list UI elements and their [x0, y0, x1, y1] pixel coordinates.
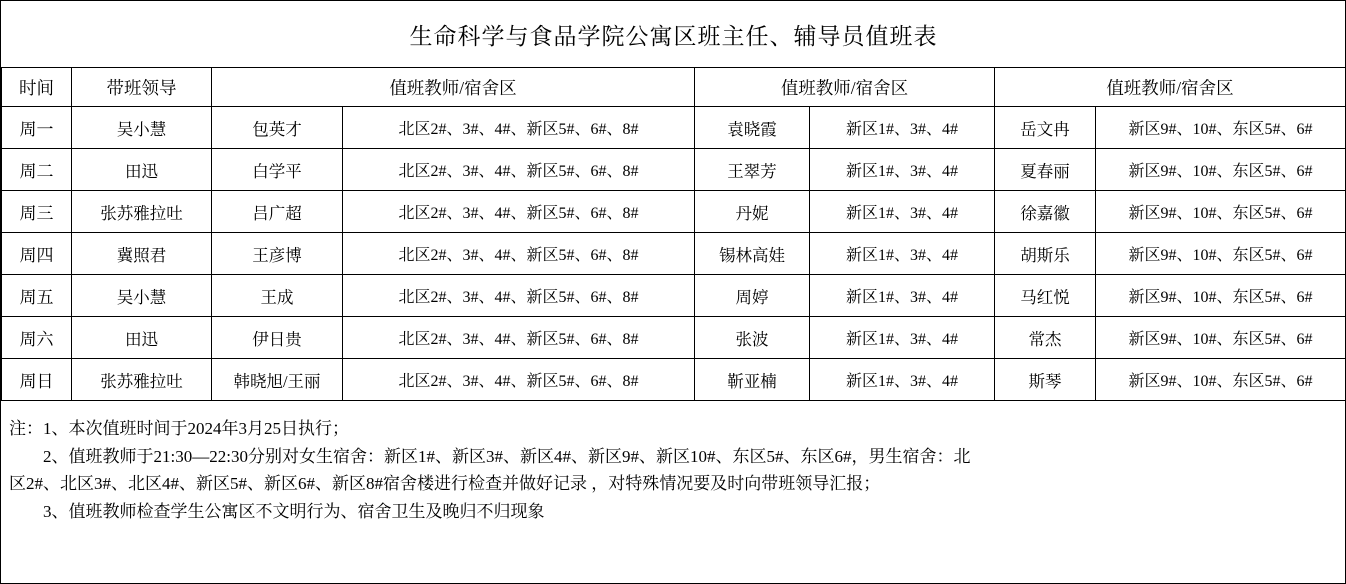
header-group-2: 值班教师/宿舍区	[695, 68, 995, 107]
row-zone-2: 新区1#、3#、4#	[810, 359, 995, 401]
note-line-2b: 区2#、北区3#、北区4#、新区5#、新区6#、新区8#宿舍楼进行检查并做好记录 ，对特殊情况要及时向带班领导汇报；	[9, 474, 881, 494]
note-line-3: 3、值班教师检查学生公寓区不文明行为、宿舍卫生及晚归不归现象	[43, 501, 545, 521]
row-zone-2: 新区1#、3#、4#	[810, 191, 995, 233]
row-zone-2: 新区1#、3#、4#	[810, 233, 995, 275]
row-zone-1: 北区2#、3#、4#、新区5#、6#、8#	[343, 359, 695, 401]
row-zone-1: 北区2#、3#、4#、新区5#、6#、8#	[343, 233, 695, 275]
row-zone-2: 新区1#、3#、4#	[810, 107, 995, 149]
row-day: 周六	[2, 317, 72, 359]
row-teacher-3: 斯琴	[995, 359, 1096, 401]
row-leader: 吴小慧	[72, 107, 212, 149]
row-teacher-2: 靳亚楠	[695, 359, 810, 401]
row-teacher-1: 王成	[212, 275, 343, 317]
row-zone-2: 新区1#、3#、4#	[810, 317, 995, 359]
row-day: 周四	[2, 233, 72, 275]
row-teacher-2: 张波	[695, 317, 810, 359]
page-title: 生命科学与食品学院公寓区班主任、辅导员值班表	[2, 1, 1346, 68]
row-teacher-1: 韩晓旭/王丽	[212, 359, 343, 401]
table-row	[2, 107, 1346, 149]
row-leader: 田迅	[72, 317, 212, 359]
note-line-1: 注：1、本次值班时间于2024年3月25日执行；	[9, 419, 349, 438]
row-teacher-1: 王彦博	[212, 233, 343, 275]
row-zone-3: 新区9#、10#、东区5#、6#	[1096, 233, 1346, 275]
row-leader: 冀照君	[72, 233, 212, 275]
row-zone-3: 新区9#、10#、东区5#、6#	[1096, 149, 1346, 191]
duty-table	[1, 1, 1346, 401]
row-leader: 张苏雅拉吐	[72, 359, 212, 401]
row-teacher-3: 马红悦	[995, 275, 1096, 317]
row-zone-2: 新区1#、3#、4#	[810, 275, 995, 317]
row-zone-1: 北区2#、3#、4#、新区5#、6#、8#	[343, 149, 695, 191]
row-teacher-1: 白学平	[212, 149, 343, 191]
row-teacher-2: 袁晓霞	[695, 107, 810, 149]
table-row	[2, 275, 1346, 317]
table-row	[2, 149, 1346, 191]
table-row	[2, 191, 1346, 233]
row-zone-3: 新区9#、10#、东区5#、6#	[1096, 359, 1346, 401]
row-teacher-2: 周婷	[695, 275, 810, 317]
row-zone-3: 新区9#、10#、东区5#、6#	[1096, 317, 1346, 359]
row-leader: 吴小慧	[72, 275, 212, 317]
table-row	[2, 359, 1346, 401]
row-zone-1: 北区2#、3#、4#、新区5#、6#、8#	[343, 107, 695, 149]
row-teacher-2: 丹妮	[695, 191, 810, 233]
header-group-3: 值班教师/宿舍区	[995, 68, 1346, 107]
row-teacher-3: 常杰	[995, 317, 1096, 359]
row-zone-2: 新区1#、3#、4#	[810, 149, 995, 191]
row-zone-1: 北区2#、3#、4#、新区5#、6#、8#	[343, 191, 695, 233]
row-day: 周五	[2, 275, 72, 317]
table-row	[2, 233, 1346, 275]
row-zone-3: 新区9#、10#、东区5#、6#	[1096, 275, 1346, 317]
row-teacher-2: 锡林高娃	[695, 233, 810, 275]
title-row	[2, 1, 1346, 68]
row-teacher-3: 徐嘉徽	[995, 191, 1096, 233]
row-leader: 田迅	[72, 149, 212, 191]
row-zone-1: 北区2#、3#、4#、新区5#、6#、8#	[343, 275, 695, 317]
row-teacher-2: 王翠芳	[695, 149, 810, 191]
row-teacher-1: 吕广超	[212, 191, 343, 233]
header-time: 时间	[2, 68, 72, 107]
row-teacher-1: 伊日贵	[212, 317, 343, 359]
row-day: 周二	[2, 149, 72, 191]
row-day: 周三	[2, 191, 72, 233]
header-leader: 带班领导	[72, 68, 212, 107]
row-teacher-1: 包英才	[212, 107, 343, 149]
header-group-1: 值班教师/宿舍区	[212, 68, 695, 107]
row-teacher-3: 岳文冉	[995, 107, 1096, 149]
row-zone-3: 新区9#、10#、东区5#、6#	[1096, 107, 1346, 149]
row-zone-3: 新区9#、10#、东区5#、6#	[1096, 191, 1346, 233]
row-leader: 张苏雅拉吐	[72, 191, 212, 233]
notes-section	[1, 401, 1345, 525]
row-zone-1: 北区2#、3#、4#、新区5#、6#、8#	[343, 317, 695, 359]
row-day: 周日	[2, 359, 72, 401]
header-row	[2, 68, 1346, 107]
row-day: 周一	[2, 107, 72, 149]
table-row	[2, 317, 1346, 359]
row-teacher-3: 胡斯乐	[995, 233, 1096, 275]
row-teacher-3: 夏春丽	[995, 149, 1096, 191]
note-line-2: 2、值班教师于21:30—22:30分别对女生宿舍：新区1#、新区3#、新区4#、新区9#、新区10#、东区5#、东区6#，男生宿舍：北	[43, 446, 971, 466]
